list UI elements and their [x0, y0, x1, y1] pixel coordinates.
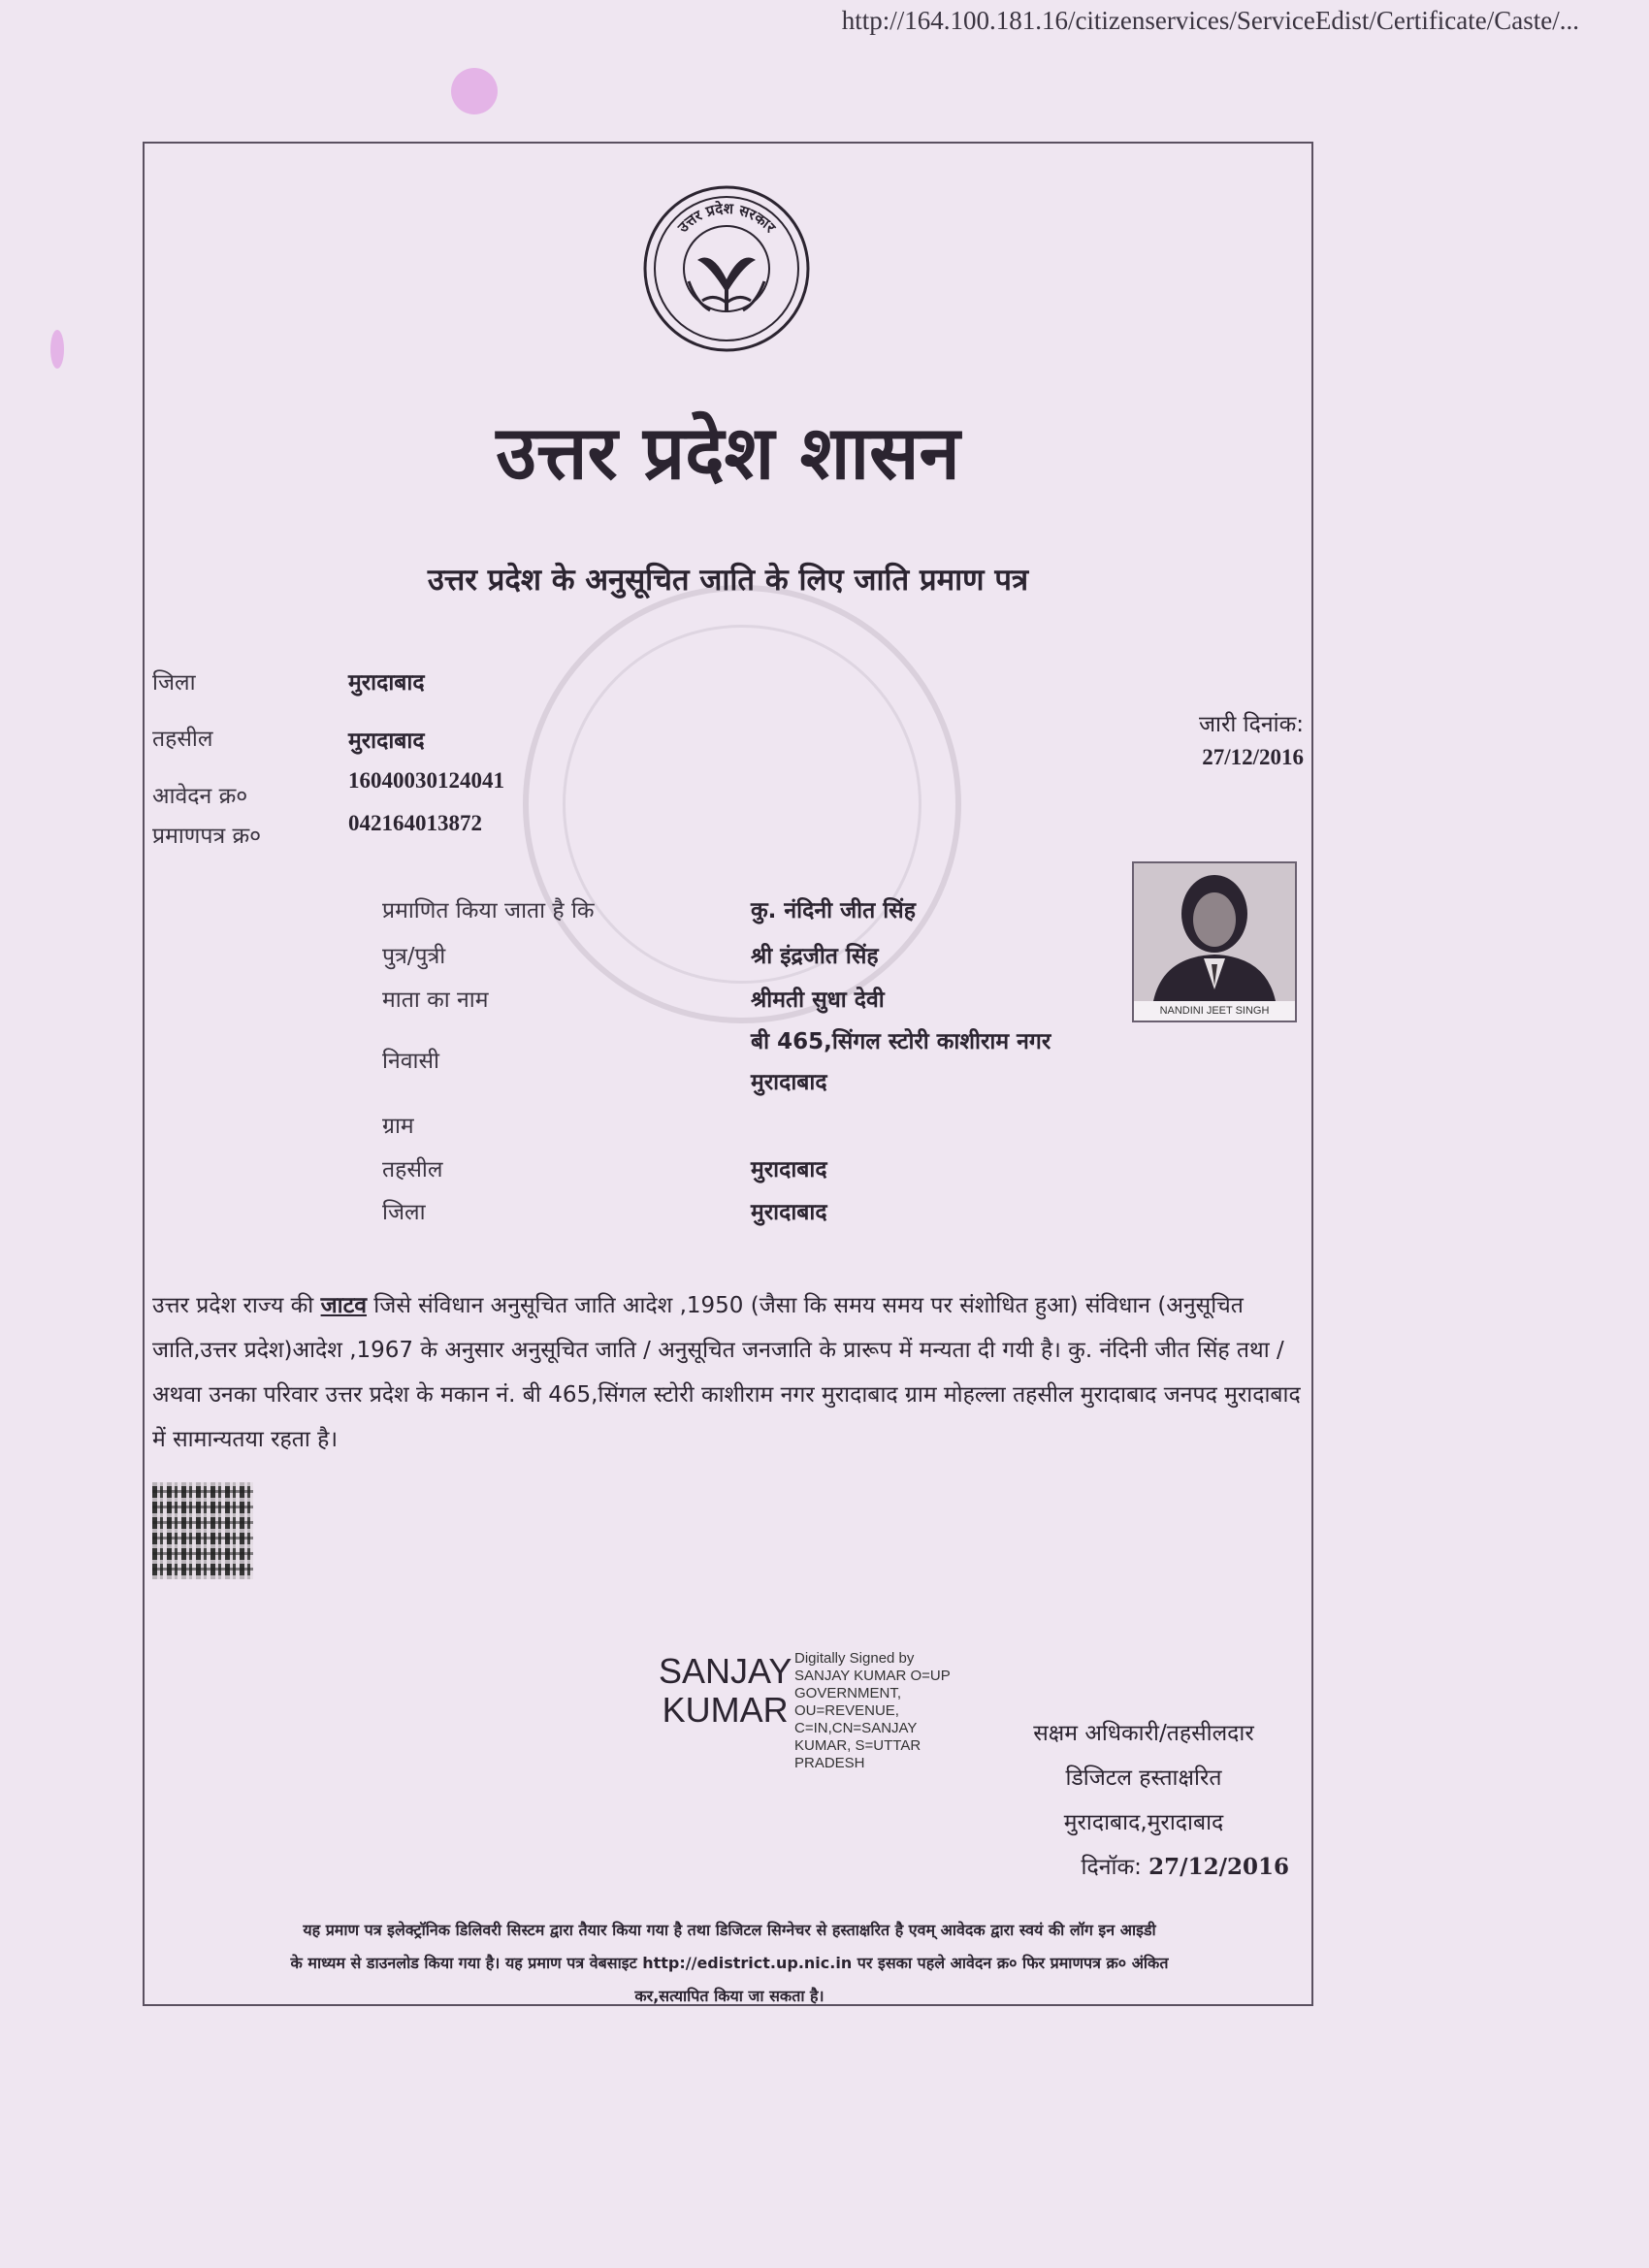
body-text-start: उत्तर प्रदेश राज्य की	[152, 1293, 321, 1318]
signature-name-line1: SANJAY	[659, 1651, 792, 1691]
authority-date-value: 27/12/2016	[1148, 1854, 1289, 1880]
district-label: जिला	[152, 670, 196, 696]
detail-district-label: जिला	[382, 1200, 426, 1225]
tehsil-label: तहसील	[152, 727, 213, 752]
mother-label: माता का नाम	[382, 988, 489, 1013]
digital-signature-name	[659, 1652, 792, 1730]
application-no-value: 16040030124041	[348, 768, 504, 793]
ink-smudge	[50, 330, 64, 369]
resident-address-line2: मुरादाबाद	[751, 1070, 827, 1095]
authority-location: मुरादाबाद,मुरादाबाद	[1063, 1810, 1224, 1835]
ink-smudge	[451, 68, 498, 114]
issue-date-block	[1199, 708, 1304, 774]
district-value: मुरादाबाद	[348, 670, 425, 696]
certificate-no-value: 042164013872	[348, 811, 482, 835]
application-no-label: आवेदन क्र०	[152, 784, 248, 809]
tehsil-value: मुरादाबाद	[348, 729, 425, 754]
father-name: श्री इंद्रजीत सिंह	[751, 944, 879, 969]
child-of-label: पुत्र/पुत्री	[382, 944, 446, 969]
government-title: उत्तर प्रदेश शासन	[496, 409, 960, 496]
resident-address-line1: बी 465,सिंगल स्टोरी काशीराम नगर	[751, 1029, 1051, 1054]
mother-name: श्रीमती सुधा देवी	[751, 988, 885, 1013]
svg-text:उत्तर प्रदेश सरकार	[673, 200, 779, 237]
village-label: ग्राम	[382, 1114, 414, 1139]
certificate-page	[143, 142, 1313, 2006]
authority-designation: सक्षम अधिकारी/तहसीलदार	[1033, 1721, 1254, 1746]
certified-label: प्रमाणित किया जाता है कि	[382, 898, 595, 923]
digital-signature-detail: Digitally Signed by SANJAY KUMAR O=UP GOVERNMENT, OU=REVENUE, C=IN,CN=SANJAY KUMAR, S=UTTAR PRADESH	[794, 1650, 951, 1771]
detail-district-value: मुरादाबाद	[751, 1200, 827, 1225]
certificate-title: उत्तर प्रदेश के अनुसूचित जाति के लिए जाति प्रमाण पत्र	[427, 563, 1029, 598]
authority-signed-note: डिजिटल हस्ताक्षरित	[1065, 1766, 1222, 1791]
detail-tehsil-label: तहसील	[382, 1157, 443, 1183]
footer-line-2: के माध्यम से डाउनलोड किया गया है। यह प्रमाण पत्र वेबसाइट http://edistrict.up.nic.in पर इसका पहले आवेदन क्र० फिर प्रमाणपत्र क्र० अंकित	[290, 1954, 1169, 1972]
photo-caption: NANDINI JEET SINGH	[1134, 1001, 1295, 1021]
signature-name-line2: KUMAR	[662, 1690, 789, 1730]
person-photo-icon	[1134, 863, 1295, 1001]
caste-name: जाटव	[320, 1293, 367, 1318]
issue-date-value: 27/12/2016	[1202, 745, 1304, 769]
issuing-authority	[998, 1711, 1289, 1890]
issue-date-label: जारी दिनांक:	[1198, 712, 1304, 737]
emblem-watermark	[523, 585, 961, 1023]
authority-date-label: दिनॉक:	[1081, 1855, 1142, 1880]
footer-line-1: यह प्रमाण पत्र इलेक्ट्रॉनिक डिलिवरी सिस्टम द्वारा तैयार किया गया है तथा डिजिटल सिग्नेचर से हस्ताक्षरित है एवम् आवेदक द्वारा स्वयं की लॉग इन आइडी	[303, 1921, 1156, 1939]
qr-code	[152, 1482, 253, 1579]
body-text-rest: जिसे संविधान अनुसूचित जाति आदेश ,1950 (जैसा कि समय समय पर संशोधित हुआ) संविधान (अनुसूचित जाति,उत्तर प्रदेश)आदेश ,1967 के अनुसार अनुसूचित जाति / अनुसूचित जनजाति के प्रारूप में मन्यता दी गयी है। कु. नंदिनी जीत सिंह तथा / अथवा उनका परिवार उत्तर प्रदेश के मकान नं. बी 465,सिंगल स्टोरी काशीराम नगर मुरादाबाद ग्राम मोहल्ला तहसील मुरादाबाद जनपद मुरादाबाद में सामान्यतया रहता है।	[152, 1293, 1301, 1452]
detail-tehsil-value: मुरादाबाद	[751, 1157, 827, 1183]
holder-name: कु. नंदिनी जीत सिंह	[751, 898, 916, 923]
emblem-text: उत्तर प्रदेश सरकार	[674, 199, 780, 237]
certificate-body	[152, 1283, 1307, 1462]
verification-footer	[152, 1914, 1307, 2013]
applicant-photo	[1132, 861, 1297, 1022]
footer-line-3: कर,सत्यापित किया जा सकता है।	[634, 1987, 824, 2005]
certificate-no-label: प्रमाणपत्र क्र०	[152, 824, 262, 849]
up-government-emblem-icon	[642, 184, 811, 353]
source-url: http://164.100.181.16/citizenservices/ServiceEdist/Certificate/Caste/...	[841, 6, 1579, 35]
resident-label: निवासी	[382, 1049, 439, 1074]
authority-date	[998, 1845, 1289, 1890]
